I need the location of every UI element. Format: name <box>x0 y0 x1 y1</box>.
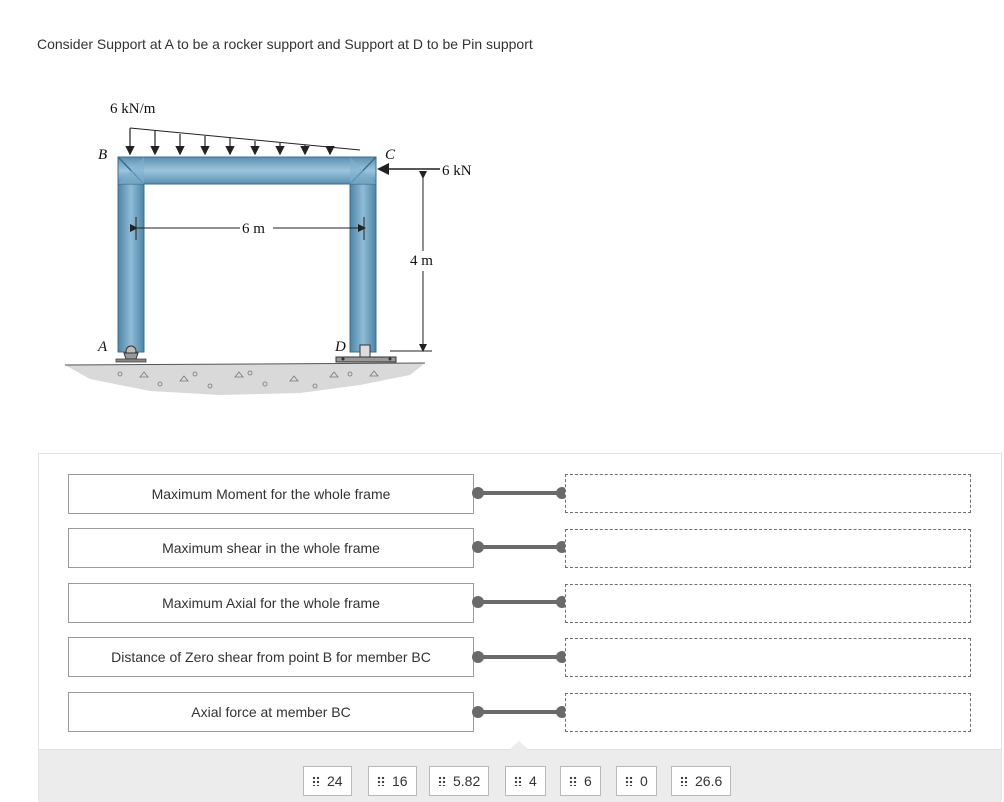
match-label-zero-shear-distance: Distance of Zero shear from point B for member BC <box>68 637 474 677</box>
connector-dot <box>472 541 484 553</box>
drop-zone-axial-bc[interactable] <box>565 693 971 732</box>
connector-dot <box>472 706 484 718</box>
question-prompt: Consider Support at A to be a rocker support and Support at D to be Pin support <box>37 36 533 52</box>
answer-tray <box>39 749 1001 802</box>
drag-handle-icon <box>680 776 688 786</box>
answer-chip-value: 6 <box>584 773 592 789</box>
point-A-label: A <box>98 339 108 355</box>
match-label-max-moment: Maximum Moment for the whole frame <box>68 474 474 514</box>
answer-chip[interactable] <box>368 766 417 796</box>
tray-notch <box>509 741 529 750</box>
answer-chip-value: 4 <box>529 773 537 789</box>
drag-handle-icon <box>514 776 522 786</box>
answer-chip-value: 16 <box>392 773 408 789</box>
height-label: 4 m <box>410 253 433 269</box>
point-B-label: B <box>98 147 108 163</box>
point-C-label: C <box>385 147 396 163</box>
load-arrows <box>130 129 330 153</box>
load-outline <box>130 128 360 155</box>
ground <box>65 363 425 395</box>
answer-chip[interactable] <box>616 766 657 796</box>
answer-chip-value: 0 <box>640 773 648 789</box>
drop-zone-max-moment[interactable] <box>565 474 971 513</box>
point-load-label: 6 kN <box>442 163 472 179</box>
drag-handle-icon <box>569 776 577 786</box>
connector-line <box>476 491 564 495</box>
drop-zone-max-shear[interactable] <box>565 529 971 568</box>
match-label-axial-bc: Axial force at member BC <box>68 692 474 732</box>
answer-chip-value: 24 <box>327 773 343 789</box>
connector-dot <box>472 651 484 663</box>
answer-chip[interactable] <box>505 766 546 796</box>
drag-handle-icon <box>438 776 446 786</box>
point-D-label: D <box>335 339 346 355</box>
frame-diagram <box>60 95 472 400</box>
load-label: 6 kN/m <box>110 101 156 117</box>
drop-zone-max-axial[interactable] <box>565 584 971 623</box>
column-CD <box>350 157 376 352</box>
beam-BC <box>118 157 376 184</box>
answer-chip[interactable] <box>429 766 489 796</box>
answer-chip-value: 26.6 <box>695 773 723 789</box>
connector-dot <box>472 487 484 499</box>
connector-line <box>476 600 564 604</box>
drag-handle-icon <box>312 776 320 786</box>
answer-chip[interactable] <box>560 766 601 796</box>
span-label: 6 m <box>242 221 265 237</box>
column-AB <box>118 157 144 352</box>
connector-line <box>476 710 564 714</box>
drag-handle-icon <box>625 776 633 786</box>
answer-chip-value: 5.82 <box>453 773 481 789</box>
connector-dot <box>472 596 484 608</box>
match-label-max-axial: Maximum Axial for the whole frame <box>68 583 474 623</box>
match-label-max-shear: Maximum shear in the whole frame <box>68 528 474 568</box>
answer-chip[interactable] <box>303 766 352 796</box>
answer-chip[interactable] <box>671 766 731 796</box>
connector-line <box>476 545 564 549</box>
drag-handle-icon <box>377 776 385 786</box>
matching-panel <box>38 453 1002 801</box>
drop-zone-zero-shear-distance[interactable] <box>565 638 971 677</box>
connector-line <box>476 655 564 659</box>
